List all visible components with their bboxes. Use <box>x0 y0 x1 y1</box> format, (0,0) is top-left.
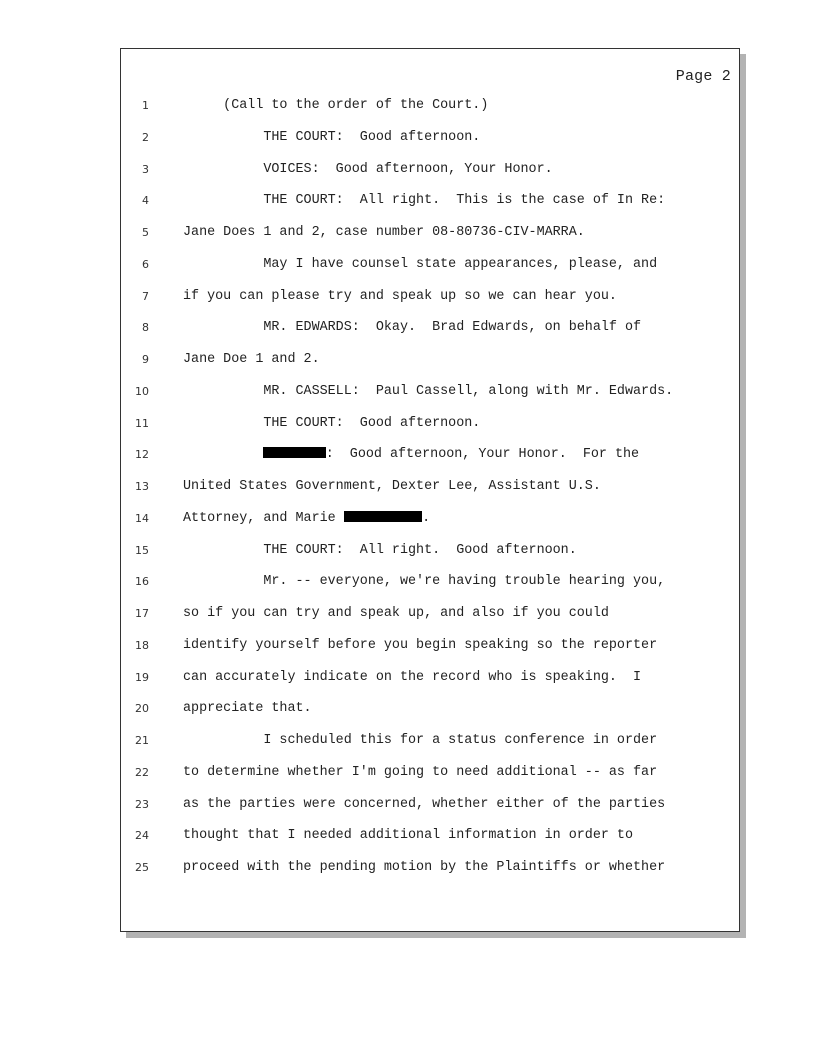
line-text-segment: if you can please try and speak up so we can hear you. <box>183 288 617 304</box>
line-text-segment: THE COURT: Good afternoon. <box>183 129 481 145</box>
line-text-segment: can accurately indicate on the record who is speaking. I <box>183 669 642 685</box>
line-number: 17 <box>135 607 149 620</box>
line-number: 2 <box>142 130 149 144</box>
line-text <box>183 479 601 494</box>
line-text-segment: MR. CASSELL: Paul Cassell, along with Mr. Edwards. <box>183 383 674 399</box>
transcript-line <box>121 765 739 785</box>
line-text <box>183 701 312 716</box>
line-text <box>183 606 609 621</box>
line-text <box>183 670 641 685</box>
line-number: 24 <box>135 829 149 843</box>
line-text <box>183 320 641 335</box>
line-number: 11 <box>135 416 149 430</box>
transcript-line <box>121 828 739 848</box>
line-text <box>183 225 585 240</box>
line-text <box>183 193 665 208</box>
line-text-segment: Jane Does 1 and 2, case number 08-80736-CIV-MARRA. <box>183 225 585 240</box>
line-number: 12 <box>135 448 149 462</box>
line-number: 1 <box>142 99 149 112</box>
transcript-line <box>121 447 739 467</box>
line-text <box>183 130 480 145</box>
transcript-line <box>121 543 739 563</box>
line-text-segment: as the parties were concerned, whether either of the parties <box>183 796 666 812</box>
line-number: 20 <box>135 702 149 716</box>
page-number: Page 2 <box>675 68 731 85</box>
transcript-line <box>121 638 739 658</box>
line-text <box>183 828 633 843</box>
transcript-line <box>121 384 739 404</box>
line-number: 7 <box>142 289 149 303</box>
line-number: 10 <box>135 384 149 398</box>
line-number: 5 <box>142 226 149 239</box>
line-text <box>183 352 320 367</box>
line-text-segment: to determine whether I'm going to need additional -- as far <box>183 764 658 780</box>
line-text-segment: I scheduled this for a status conference in order <box>183 733 658 748</box>
line-text <box>183 543 577 558</box>
transcript-line <box>121 416 739 436</box>
line-text <box>183 289 617 304</box>
line-number: 4 <box>142 194 149 208</box>
line-text <box>183 98 488 113</box>
line-text-segment: THE COURT: Good afternoon. <box>183 415 481 431</box>
transcript-line <box>121 574 739 594</box>
line-text-segment: THE COURT: All right. This is the case of In Re: <box>183 193 666 209</box>
line-text-segment: proceed with the pending motion by the Plaintiffs or whether <box>183 860 666 875</box>
line-text <box>183 765 657 780</box>
line-text-segment: May I have counsel state appearances, please, and <box>183 256 658 272</box>
line-number: 6 <box>142 257 149 271</box>
line-text <box>183 797 665 812</box>
transcript-line <box>121 860 739 880</box>
line-text <box>183 447 639 462</box>
transcript-line <box>121 289 739 309</box>
transcript-page <box>120 48 740 932</box>
transcript-line <box>121 130 739 150</box>
line-number: 15 <box>135 543 149 557</box>
line-number: 3 <box>142 162 149 176</box>
line-text-segment: Mr. -- everyone, we're having trouble hearing you, <box>183 574 666 590</box>
line-text-segment: MR. EDWARDS: Okay. Brad Edwards, on behalf of <box>183 320 642 336</box>
line-text <box>183 162 553 177</box>
transcript-line <box>121 98 739 118</box>
line-text-segment: VOICES: Good afternoon, Your Honor. <box>183 161 553 177</box>
line-number: 21 <box>135 734 149 747</box>
transcript-line <box>121 797 739 817</box>
line-text-segment: : Good afternoon, Your Honor. For the <box>325 447 640 463</box>
line-number: 9 <box>142 353 149 366</box>
line-text-segment: identify yourself before you begin speaking so the reporter <box>183 637 658 653</box>
line-text <box>183 638 657 653</box>
transcript-line <box>121 511 739 531</box>
line-text <box>183 860 665 875</box>
transcript-line <box>121 352 739 372</box>
line-number: 14 <box>135 511 149 525</box>
line-text <box>183 511 430 526</box>
line-number: 23 <box>135 797 149 811</box>
line-number: 8 <box>142 321 149 335</box>
line-text <box>183 733 657 748</box>
transcript-line <box>121 479 739 499</box>
transcript-line <box>121 257 739 277</box>
transcript-line <box>121 701 739 721</box>
line-text <box>183 574 665 589</box>
line-text <box>183 257 657 272</box>
line-text-segment: appreciate that. <box>183 701 312 717</box>
line-text-segment <box>183 447 263 462</box>
line-number: 22 <box>135 765 149 779</box>
line-text-segment: THE COURT: All right. Good afternoon. <box>183 542 577 558</box>
transcript-line <box>121 733 739 753</box>
line-number: 25 <box>135 861 149 874</box>
line-text-segment: thought that I needed additional information in order to <box>183 828 633 844</box>
line-number: 16 <box>135 575 149 589</box>
line-text-segment: so if you can try and speak up, and also if you could <box>183 606 609 621</box>
redaction-bar <box>263 447 325 458</box>
transcript-line <box>121 670 739 690</box>
redaction-bar <box>344 511 422 522</box>
line-number: 19 <box>135 670 149 684</box>
line-number: 18 <box>135 638 149 652</box>
transcript-line <box>121 225 739 245</box>
line-number: 13 <box>135 480 149 493</box>
transcript-line <box>121 162 739 182</box>
transcript-line <box>121 193 739 213</box>
transcript-line <box>121 320 739 340</box>
line-text <box>183 384 673 399</box>
line-text-segment: (Call to the order of the Court.) <box>183 98 489 113</box>
transcript-line <box>121 606 739 626</box>
line-text-segment: Attorney, and Marie <box>183 510 344 526</box>
line-text <box>183 416 480 431</box>
line-text-segment: . <box>422 510 431 526</box>
line-text-segment: United States Government, Dexter Lee, Assistant U.S. <box>183 479 601 494</box>
line-text-segment: Jane Doe 1 and 2. <box>183 352 320 367</box>
